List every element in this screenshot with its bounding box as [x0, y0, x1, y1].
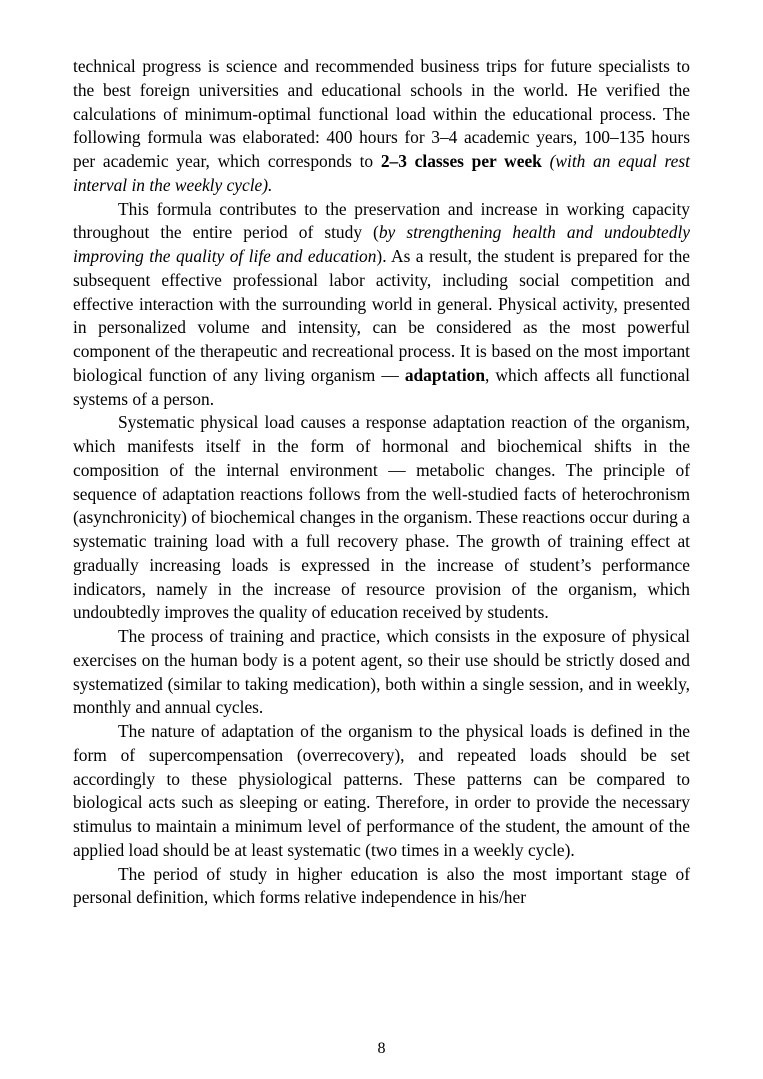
paragraph-2-italic-health: by strengthening health and undoubtedly improving the quality of life and education	[73, 222, 690, 266]
paragraph-1	[73, 55, 690, 198]
paragraph-2-bold-adaptation: adaptation	[404, 364, 486, 385]
paragraph-2-text-2: ). As a result, the student is prepared for the subsequent effective professional labor activity, including social competition and effective interaction with the surrounding world in general. Physical activity, presented in personalized volume and intensity, can be considered as the most powerful component of the therapeutic and recreational process. It is based on the most important biological function of any living organism —	[73, 246, 690, 385]
paragraph-4-text: The process of training and practice, which consists in the exposure of physical exercises on the human body is a potent agent, so their use should be strictly dosed and systematized (similar to taking medication), both within a single session, and in weekly, monthly and annual cycles.	[73, 626, 690, 718]
paragraph-2-text-1: This formula contributes to the preservation and increase in working capacity throughout the entire period of study (	[73, 198, 690, 243]
paragraph-1-space	[542, 151, 550, 171]
paragraph-5	[73, 720, 690, 863]
paragraph-6-text: The period of study in higher education is also the most important stage of personal definition, which forms relative independence in his/her	[73, 863, 690, 908]
paragraph-4	[73, 625, 690, 720]
paragraph-3	[73, 411, 690, 625]
paragraph-6	[73, 863, 690, 911]
paragraph-1-bold-classes-per-week: 2–3 classes per week	[380, 151, 542, 171]
page-number: 8	[377, 1040, 386, 1057]
paragraph-2-text-3: , which affects all functional systems of a person.	[73, 364, 690, 409]
paragraph-1-italic-rest-interval: (with an equal rest interval in the weekly cycle).	[73, 151, 690, 195]
paragraph-1-text-1: technical progress is science and recommended business trips for future specialists to the best foreign universities and educational schools in the world. He verified the calculations of minimum-optimal functional load within the educational process. The following formula was elaborated: 400 hours for 3–4 academic years, 100–135 hours per academic year, which corresponds to	[73, 56, 690, 171]
page-body	[73, 55, 690, 910]
paragraph-2	[73, 198, 690, 412]
paragraph-3-text: Systematic physical load causes a response adaptation reaction of the organism, which manifests itself in the form of hormonal and biochemical shifts in the composition of the internal environment — metabolic changes. The principle of sequence of adaptation reactions follows from the well-studied facts of heterochronism (asynchronicity) of biochemical changes in the organism. These reactions occur during a systematic training load with a full recovery phase. The growth of training effect at gradually increasing loads is expressed in the increase of student’s performance indicators, namely in the increase of resource provision of the organism, which undoubtedly improves the quality of education received by students.	[73, 412, 690, 623]
paragraph-5-text: The nature of adaptation of the organism to the physical loads is defined in the form of supercompensation (overrecovery), and repeated loads should be set accordingly to these physiological patterns. These patterns can be compared to biological acts such as sleeping or eating. Therefore, in order to provide the necessary stimulus to maintain a minimum level of performance of the student, the amount of the applied load should be at least systematic (two times in a weekly cycle).	[73, 721, 690, 860]
